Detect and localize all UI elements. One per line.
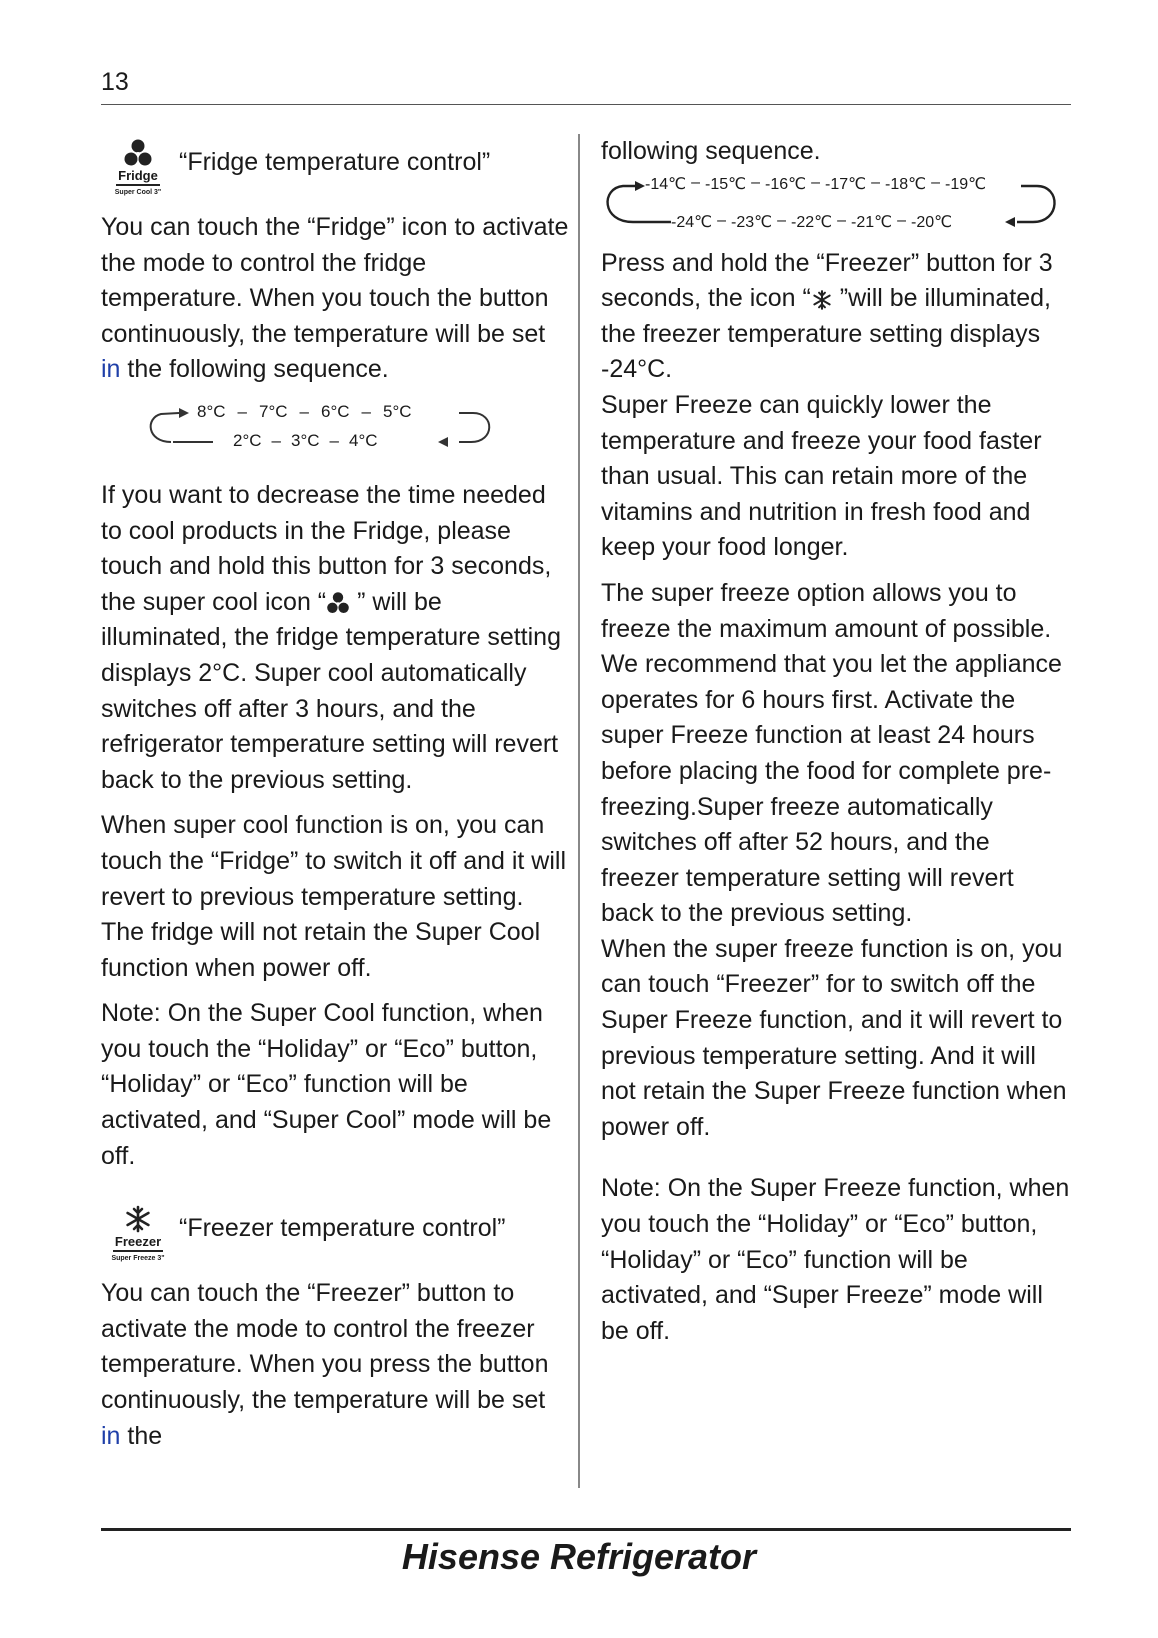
seq-dash: – [897, 211, 906, 229]
seq-dash: – [871, 173, 880, 191]
seq-dash: – [931, 173, 940, 191]
freezer-paragraph-4: The super freeze option allows you to freeze the maximum amount of possible. We recommend that you let the appliance operates for 6 hours first. Activate the super Freeze function at least 24 hours before placing the food for complete pre-freezing.Super freeze automatically switches off after 52 hours, and the freezer temperature setting will revert back to the previous setting. [601, 578, 1062, 928]
freezer-icon-block [101, 1204, 175, 1263]
seq-dash: – [777, 211, 786, 229]
fridge-heading [101, 124, 571, 210]
seq-dash: – [811, 173, 820, 191]
freezer-paragraph-3: Super Freeze can quickly lower the temperature and freeze your food faster than usual. This can retain more of the vitamins and nutrition in fresh food and keep your food longer. [601, 390, 1042, 562]
seq-item: 7°C [259, 401, 288, 421]
freezer-sequence-top-row [645, 174, 986, 194]
freezer-paragraph-1: You can touch the “Freezer” button to activate the mode to control the freezer temperature. When you press the button continuously, the temperature will be set in the [101, 1279, 549, 1450]
seq-item: -18℃ [885, 175, 927, 193]
freezer-heading-title: “Freezer temperature control” [179, 1213, 506, 1242]
seq-item: -22℃ [791, 213, 833, 231]
seq-item: 8°C [197, 401, 226, 421]
fridge-icon-label: Fridge [116, 168, 160, 186]
freezer-heading [101, 1190, 571, 1276]
seq-item: 6°C [321, 401, 350, 421]
seq-item: -17℃ [825, 175, 867, 193]
seq-dash: – [361, 401, 371, 421]
footer-brand: Hisense Refrigerator [401, 1536, 757, 1577]
fridge-temperature-sequence [101, 396, 571, 476]
seq-item: -21℃ [851, 213, 893, 231]
freezer-sequence-bottom-row [671, 212, 952, 232]
seq-item: -16℃ [765, 175, 807, 193]
freezer-note: Note: On the Super Freeze function, when you touch the “Holiday” or “Eco” button, “Holiday” or “Eco” function will be activated, and “Super Freeze” mode will be off. [601, 1174, 1070, 1345]
page-number: 13 [101, 68, 129, 96]
fridge-sequence-top-row [197, 402, 412, 422]
snowflake-icon [811, 289, 833, 311]
seq-item: 2°C [233, 430, 262, 450]
freezer-paragraph-2: Press and hold the “Freezer” button for 3 seconds, the icon “ ”will be illuminated, the freezer temperature setting displays -24°C. [601, 248, 1053, 384]
seq-dash: – [717, 211, 726, 229]
fridge-paragraph-2: If you want to decrease the time needed to cool products in the Fridge, please touch and hold this button for 3 seconds, the super cool icon “ ” will be illuminated, the fridge temperature setting displays 2°C. Super cool automatically switches off after 3 hours, and the refrigerator temperature setting will revert back to the previous setting. [101, 480, 561, 794]
seq-dash: – [271, 430, 281, 450]
fridge-heading-title: “Fridge temperature control” [179, 147, 491, 176]
seq-dash: – [751, 173, 760, 191]
seq-item: -19℃ [945, 175, 987, 193]
freezer-icon-sublabel: Super Freeze 3" [111, 1254, 165, 1262]
top-rule [101, 104, 1071, 105]
fridge-icon-sublabel: Super Cool 3" [114, 188, 162, 196]
seq-item: -23℃ [731, 213, 773, 231]
fan-icon [326, 591, 350, 615]
seq-item: -24℃ [671, 213, 713, 231]
seq-dash: – [329, 430, 339, 450]
fridge-paragraph-1: You can touch the “Fridge” icon to activate the mode to control the fridge temperature. When you touch the button continuously, the temperature will be set in the following sequence. [101, 213, 569, 384]
seq-dash: – [299, 401, 309, 421]
seq-dash: – [691, 173, 700, 191]
fridge-sequence-bottom-row [233, 431, 378, 451]
right-column [601, 134, 1071, 1349]
footer-rule [101, 1528, 1071, 1531]
column-divider [578, 134, 580, 1488]
freezer-paragraph-continued: following sequence. [601, 137, 821, 165]
seq-dash: – [837, 211, 846, 229]
freezer-temperature-sequence [601, 172, 1071, 244]
fridge-icon-block [101, 138, 175, 197]
seq-item: -20℃ [911, 213, 953, 231]
fan-icon [123, 138, 153, 168]
freezer-paragraph-5: When the super freeze function is on, you can touch “Freezer” for to switch off the Super Freeze function, and it will revert to previous temperature setting. And it will not retain the Super Freeze function when power off. [601, 934, 1067, 1141]
seq-item: 3°C [291, 430, 320, 450]
seq-item: 4°C [349, 430, 378, 450]
fridge-paragraph-3: When super cool function is on, you can touch the “Fridge” to switch it off and it will revert to previous temperature setting. The fridge will not retain the Super Cool function when power off. [101, 811, 567, 982]
fridge-note: Note: On the Super Cool function, when you touch the “Holiday” or “Eco” button, “Holiday” or “Eco” function will be activated, and “Super Cool” mode will be off. [101, 999, 552, 1170]
seq-dash: – [237, 401, 247, 421]
freezer-icon-label: Freezer [113, 1234, 163, 1252]
left-column [101, 124, 571, 1454]
snowflake-icon [123, 1204, 153, 1234]
seq-item: -15℃ [705, 175, 747, 193]
seq-item: -14℃ [645, 175, 687, 193]
seq-item: 5°C [383, 401, 412, 421]
